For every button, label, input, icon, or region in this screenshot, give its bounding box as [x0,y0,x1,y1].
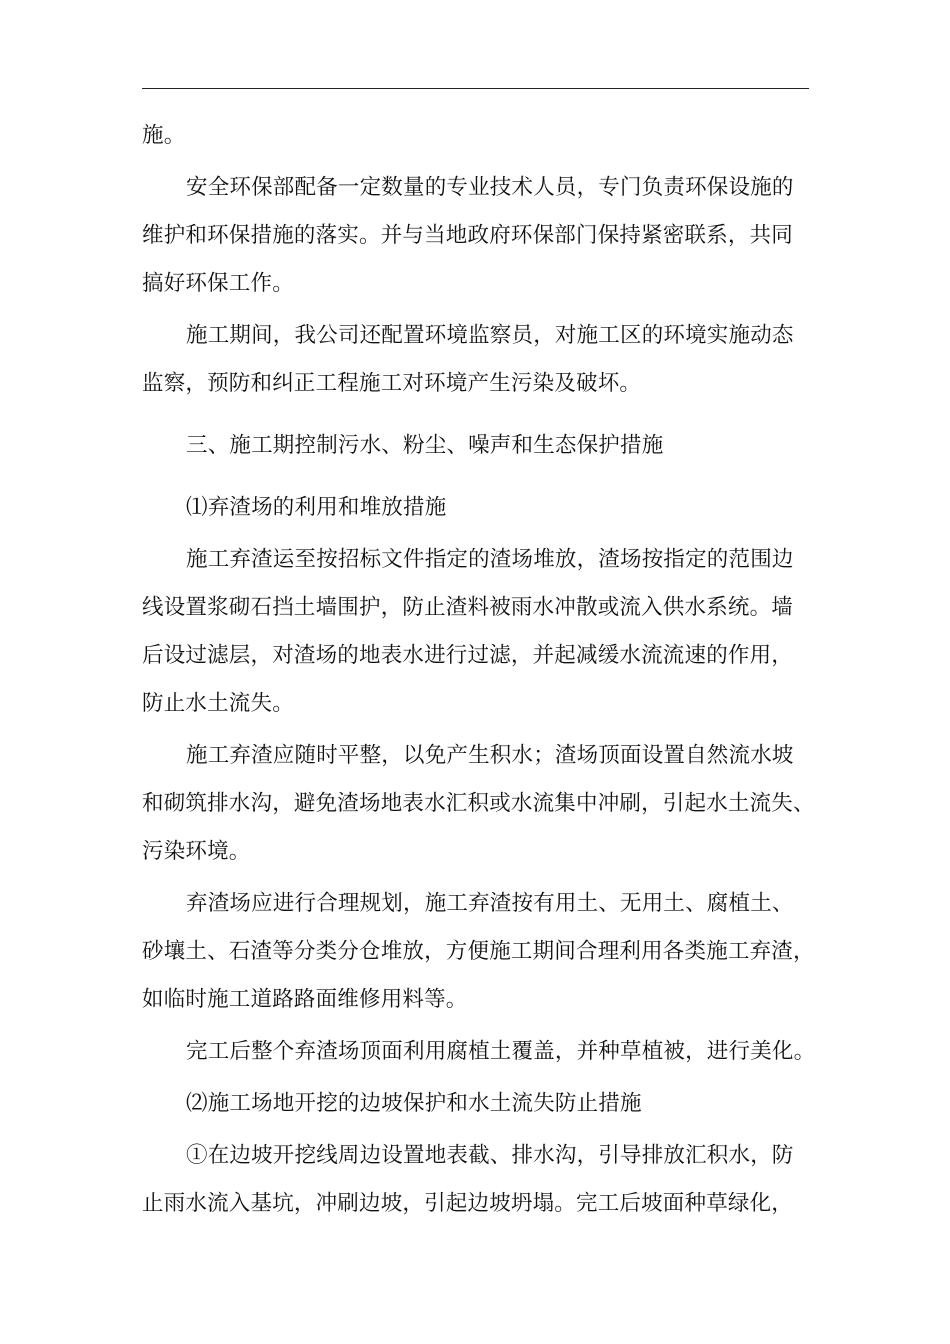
text-line: 和砌筑排水沟，避免渣场地表水汇积或水流集中冲刷，引起水土流失、 [142,791,815,816]
text-line: 施工弃渣应随时平整，以免产生积水；渣场顶面设置自然流水坡 [186,743,794,768]
text-line: 弃渣场应进行合理规划，施工弃渣按有用土、无用土、腐植土、 [186,891,794,916]
text-line: 搞好环保工作。 [142,271,294,296]
text-line: 监察，预防和纠正工程施工对环境产生污染及破坏。 [142,371,642,396]
text-line: 后设过滤层，对渣场的地表水进行过滤，并起减缓水流流速的作用， [142,643,794,668]
section-heading: 三、施工期控制污水、粉尘、噪声和生态保护措施 [186,433,664,458]
text-line: 线设置浆砌石挡土墙围护，防止渣料被雨水冲散或流入供水系统。墙 [142,595,794,620]
header-rule [142,88,809,89]
text-line: ①在边坡开挖线周边设置地表截、排水沟，引导排放汇积水，防 [186,1143,794,1168]
text-line: 施。 [142,123,186,148]
text-line: 施工期间，我公司还配置环境监察员，对施工区的环境实施动态 [186,323,794,348]
text-line: 安全环保部配备一定数量的专业技术人员，专门负责环保设施的 [186,175,794,200]
text-line: 污染环境。 [142,839,251,864]
subsection-heading: ⑵施工场地开挖的边坡保护和水土流失防止措施 [186,1091,642,1116]
subsection-heading: ⑴弃渣场的利用和堆放措施 [186,495,447,520]
text-line: 止雨水流入基坑，冲刷边坡，引起边坡坍塌。完工后坡面种草绿化， [142,1191,794,1216]
text-line: 砂壤土、石渣等分类分仓堆放，方便施工期间合理利用各类施工弃渣， [142,939,815,964]
text-line: 防止水土流失。 [142,691,294,716]
text-line: 完工后整个弃渣场顶面利用腐植土覆盖，并种草植被，进行美化。 [186,1039,816,1064]
text-line: 如临时施工道路路面维修用料等。 [142,987,468,1012]
text-line: 施工弃渣运至按招标文件指定的渣场堆放，渣场按指定的范围边 [186,547,794,572]
text-line: 维护和环保措施的落实。并与当地政府环保部门保持紧密联系，共同 [142,223,794,248]
